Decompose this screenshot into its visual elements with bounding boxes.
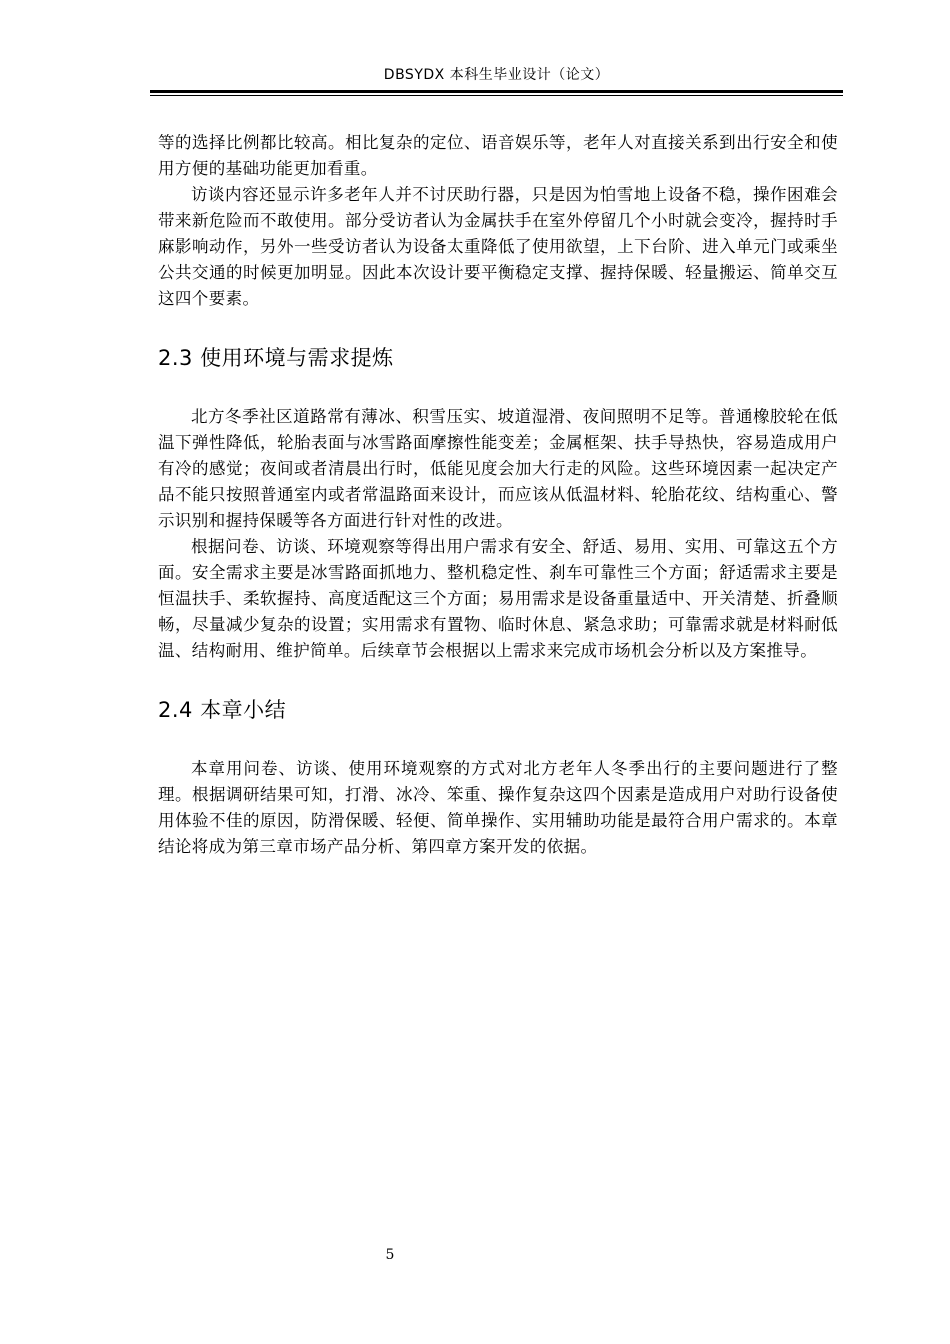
section-heading-2-4: 2.4 本章小结 [158, 698, 287, 722]
header-rule-thick [150, 90, 843, 93]
section-heading-2-3: 2.3 使用环境与需求提炼 [158, 346, 394, 370]
body-paragraph: 访谈内容还显示许多老年人并不讨厌助行器，只是因为怕雪地上设备不稳，操作困难会带来新危险而不敢使用。部分受访者认为金属扶手在室外停留几个小时就会变冷，握持时手麻影响动作，另外一些受访者认为设备太重降低了使用欲望，上下台阶、进入单元门或乘坐公共交通的时候更加明显。因此本次设计要平衡稳定支撑、握持保暖、轻量搬运、简单交互这四个要素。 [158, 185, 838, 308]
body-paragraph-continued: 等的选择比例都比较高。相比复杂的定位、语音娱乐等，老年人对直接关系到出行安全和使用方便的基础功能更加看重。 [158, 133, 838, 178]
header-rule-thin [150, 95, 843, 96]
body-paragraph: 根据问卷、访谈、环境观察等得出用户需求有安全、舒适、易用、实用、可靠这五个方面。安全需求主要是冰雪路面抓地力、整机稳定性、刹车可靠性三个方面；舒适需求主要是恒温扶手、柔软握持、高度适配这三个方面；易用需求是设备重量适中、开关清楚、折叠顺畅，尽量减少复杂的设置；实用需求有置物、临时休息、紧急求助；可靠需求就是材料耐低温、结构耐用、维护简单。后续章节会根据以上需求来完成市场机会分析以及方案推导。 [158, 537, 838, 660]
body-paragraph: 北方冬季社区道路常有薄冰、积雪压实、坡道湿滑、夜间照明不足等。普通橡胶轮在低温下弹性降低，轮胎表面与冰雪路面摩擦性能变差；金属框架、扶手导热快，容易造成用户有冷的感觉；夜间或者清晨出行时，低能见度会加大行走的风险。这些环境因素一起决定产品不能只按照普通室内或者常温路面来设计，而应该从低温材料、轮胎花纹、结构重心、警示识别和握持保暖等各方面进行针对性的改进。 [158, 407, 838, 530]
running-header: DBSYDX 本科生毕业设计（论文） [383, 67, 610, 83]
page-body [158, 130, 838, 860]
page-number: 5 [385, 1247, 395, 1263]
body-paragraph: 本章用问卷、访谈、使用环境观察的方式对北方老年人冬季出行的主要问题进行了整理。根据调研结果可知，打滑、冰冷、笨重、操作复杂这四个因素是造成用户对助行设备使用体验不佳的原因，防滑保暖、轻便、简单操作、实用辅助功能是最符合用户需求的。本章结论将成为第三章市场产品分析、第四章方案开发的依据。 [158, 759, 838, 856]
